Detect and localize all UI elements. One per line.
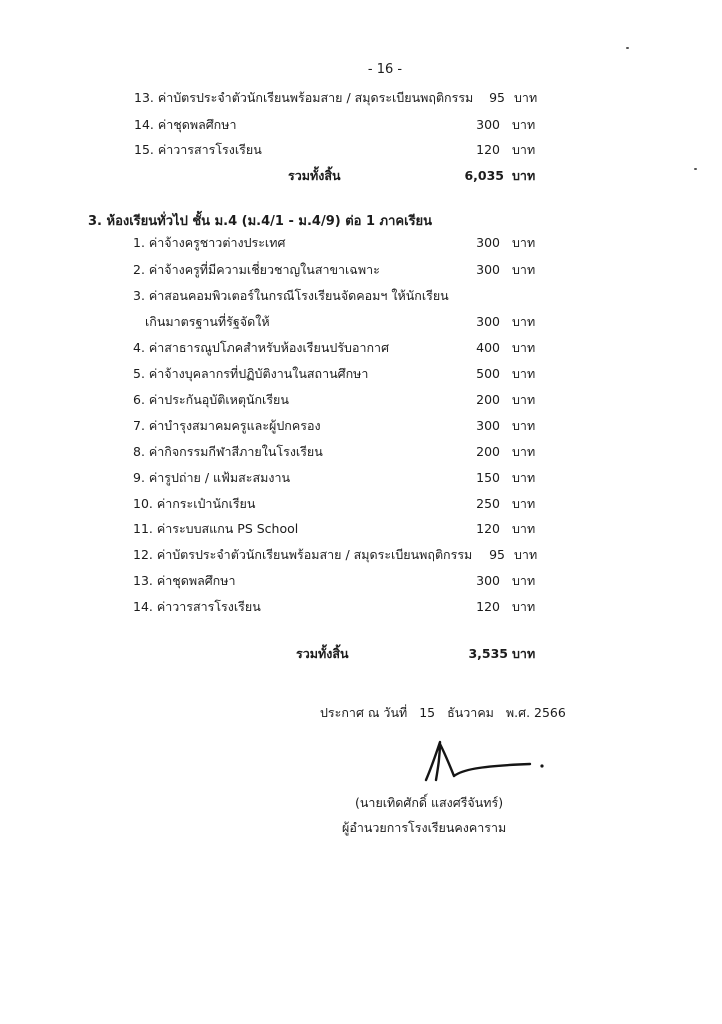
announcement-day: 15 bbox=[419, 705, 436, 720]
page-number: - 16 - bbox=[367, 62, 403, 77]
item-label: 8. ค่ากิจกรรมกีฬาสีภายในโรงเรียน bbox=[133, 444, 323, 459]
currency-unit: บาท bbox=[512, 599, 536, 614]
item-label: 13. ค่าบัตรประจำตัวนักเรียนพร้อมสาย / สมุดระเบียนพฤติกรรม bbox=[134, 90, 474, 105]
currency-unit: บาท bbox=[512, 262, 536, 277]
currency-unit: บาท bbox=[514, 90, 538, 105]
total-amount: 6,035 bbox=[464, 168, 504, 183]
item-amount: 300 bbox=[476, 418, 500, 433]
item-label: เกินมาตรฐานที่รัฐจัดให้ bbox=[145, 314, 270, 329]
item-amount: 300 bbox=[476, 573, 500, 588]
currency-unit: บาท bbox=[514, 547, 538, 562]
currency-unit: บาท bbox=[512, 573, 536, 588]
item-label: 14. ค่าชุดพลศึกษา bbox=[134, 117, 237, 132]
item-amount: 200 bbox=[476, 444, 500, 459]
item-amount: 250 bbox=[476, 496, 500, 511]
item-amount: 120 bbox=[476, 142, 500, 157]
total-label: รวมทั้งสิ้น bbox=[288, 168, 341, 183]
item-label: 4. ค่าสาธารณูปโภคสำหรับห้องเรียนปรับอากาศ bbox=[133, 340, 390, 355]
currency-unit: บาท bbox=[512, 521, 536, 536]
item-amount: 95 bbox=[489, 90, 505, 105]
currency-unit: บาท bbox=[512, 314, 536, 329]
item-label: 13. ค่าชุดพลศึกษา bbox=[133, 573, 236, 588]
currency-unit: บาท bbox=[512, 235, 536, 250]
item-label: 5. ค่าจ้างบุคลากรที่ปฏิบัติงานในสถานศึกษา bbox=[133, 366, 369, 381]
announcement-month: ธันวาคม bbox=[447, 705, 494, 720]
signatory-position: ผู้อำนวยการโรงเรียนคงคาราม bbox=[342, 820, 507, 835]
currency-unit: บาท bbox=[512, 418, 536, 433]
signatory-name: (นายเทิดศักดิ์ แสงศรีจันทร์) bbox=[355, 795, 504, 810]
currency-unit: บาท bbox=[512, 168, 536, 183]
signature-icon bbox=[418, 736, 548, 782]
item-amount: 300 bbox=[476, 262, 500, 277]
scan-speck bbox=[626, 47, 629, 49]
item-label: 3. ค่าสอนคอมพิวเตอร์ในกรณีโรงเรียนจัดคอมฯ ให้นักเรียน bbox=[133, 288, 449, 303]
currency-unit: บาท bbox=[512, 117, 536, 132]
item-amount: 500 bbox=[476, 366, 500, 381]
item-amount: 120 bbox=[476, 521, 500, 536]
currency-unit: บาท bbox=[512, 496, 536, 511]
item-label: 2. ค่าจ้างครูที่มีความเชี่ยวชาญในสาขาเฉพาะ bbox=[133, 262, 380, 277]
scan-speck bbox=[694, 168, 697, 170]
item-label: 11. ค่าระบบสแกน PS School bbox=[133, 521, 299, 536]
item-label: 7. ค่าบำรุงสมาคมครูและผู้ปกครอง bbox=[133, 418, 321, 433]
total-amount: 3,535 bbox=[468, 646, 508, 661]
announcement-year: พ.ศ. 2566 bbox=[505, 705, 566, 720]
currency-unit: บาท bbox=[512, 444, 536, 459]
announcement-prefix: ประกาศ ณ วันที่ bbox=[320, 705, 408, 720]
item-label: 14. ค่าวารสารโรงเรียน bbox=[133, 599, 261, 614]
currency-unit: บาท bbox=[512, 366, 536, 381]
total-label: รวมทั้งสิ้น bbox=[296, 646, 349, 661]
item-amount: 95 bbox=[489, 547, 505, 562]
item-amount: 300 bbox=[476, 235, 500, 250]
section-heading: 3. ห้องเรียนทั่วไป ชั้น ม.4 (ม.4/1 - ม.4/9) ต่อ 1 ภาคเรียน bbox=[88, 214, 433, 229]
item-label: 15. ค่าวารสารโรงเรียน bbox=[134, 142, 262, 157]
item-amount: 200 bbox=[476, 392, 500, 407]
item-amount: 400 bbox=[476, 340, 500, 355]
item-amount: 150 bbox=[476, 470, 500, 485]
item-label: 12. ค่าบัตรประจำตัวนักเรียนพร้อมสาย / สมุดระเบียนพฤติกรรม bbox=[133, 547, 473, 562]
currency-unit: บาท bbox=[512, 470, 536, 485]
item-label: 9. ค่ารูปถ่าย / แฟ้มสะสมงาน bbox=[133, 470, 291, 485]
currency-unit: บาท bbox=[512, 392, 536, 407]
item-label: 10. ค่ากระเป๋านักเรียน bbox=[133, 496, 256, 511]
currency-unit: บาท bbox=[512, 142, 536, 157]
item-amount: 300 bbox=[476, 314, 500, 329]
currency-unit: บาท bbox=[512, 340, 536, 355]
item-label: 1. ค่าจ้างครูชาวต่างประเทศ bbox=[133, 235, 286, 250]
item-label: 6. ค่าประกันอุบัติเหตุนักเรียน bbox=[133, 392, 289, 407]
currency-unit: บาท bbox=[512, 646, 536, 661]
item-amount: 300 bbox=[476, 117, 500, 132]
item-amount: 120 bbox=[476, 599, 500, 614]
announcement-date bbox=[320, 703, 574, 723]
